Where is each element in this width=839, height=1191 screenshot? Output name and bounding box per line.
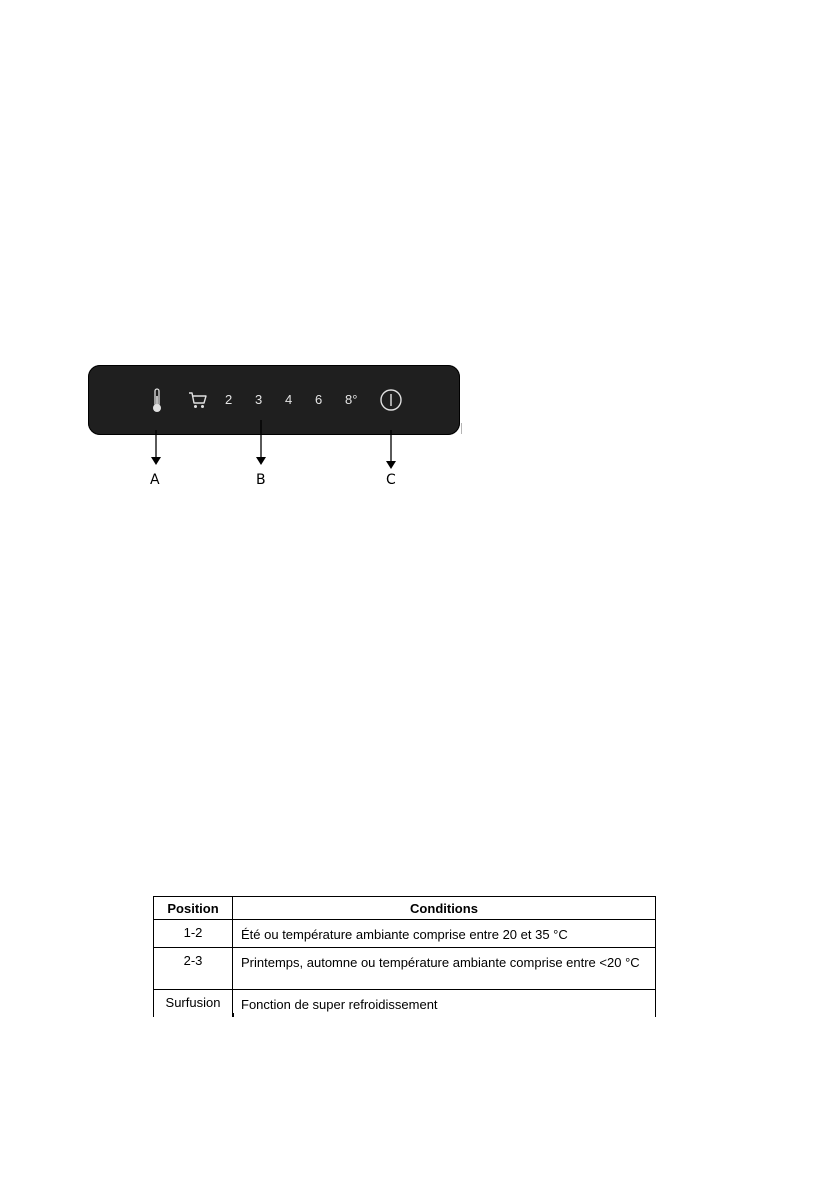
position-cell: Surfusion [154,990,233,1018]
position-cell: 1-2 [154,920,233,948]
level-2-button[interactable]: 2 [225,392,233,407]
arrow-c-icon [385,430,397,470]
table-edge-tick [233,1013,234,1017]
table-row [154,990,656,1018]
conditions-header: Conditions [233,897,656,920]
callout-c-label: C [386,472,396,488]
callout-a-label: A [150,472,160,488]
thermometer-icon[interactable] [151,388,163,419]
power-icon[interactable] [379,388,403,417]
cart-icon[interactable] [188,391,208,414]
position-header: Position [154,897,233,920]
table-row [154,948,656,990]
conditions-cell: Fonction de super refroidissement [233,990,656,1018]
table-edge-tick [655,1013,656,1017]
level-4-button[interactable]: 4 [285,392,293,407]
conditions-cell: Printemps, automne ou température ambiante comprise entre <20 °C [233,948,656,990]
table-header-row [154,897,656,920]
level-6-button[interactable]: 6 [315,392,323,407]
position-cell: 2-3 [154,948,233,990]
position-conditions-table [153,896,656,1017]
callout-b-label: B [256,472,266,488]
arrow-b-icon [255,420,267,466]
table-edge-tick [153,1013,154,1017]
level-8-button[interactable]: 8° [345,392,358,407]
conditions-cell: Été ou température ambiante comprise entre 20 et 35 °C [233,920,656,948]
panel-edge-mark [461,423,462,434]
arrow-a-icon [150,430,162,466]
control-panel [88,365,460,435]
level-3-button[interactable]: 3 [255,392,263,407]
table-row [154,920,656,948]
